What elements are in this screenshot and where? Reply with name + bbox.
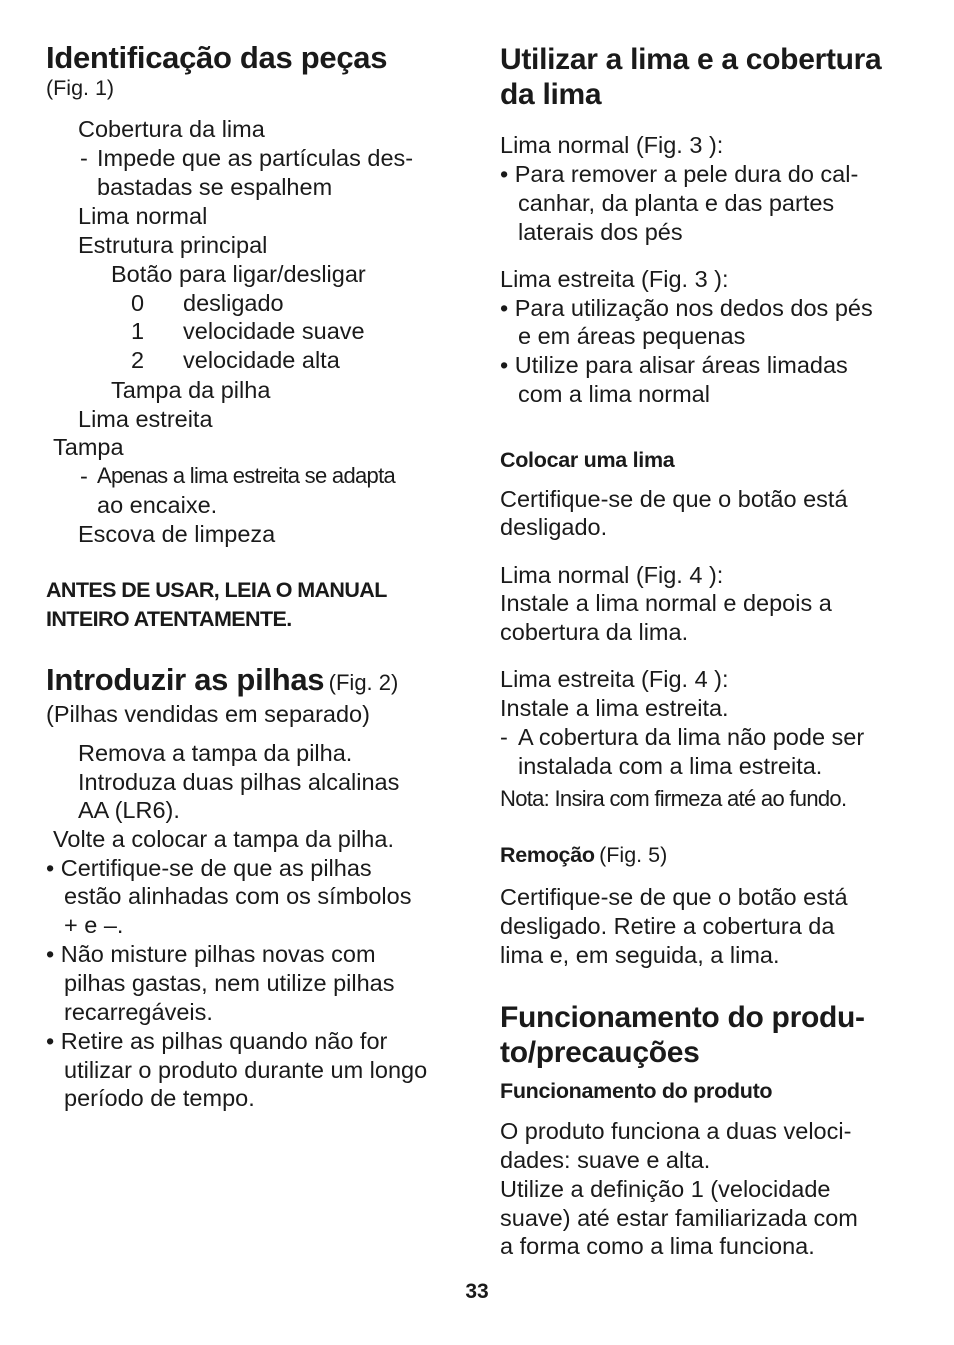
- place-text: Instale a lima normal e depois a: [500, 590, 832, 616]
- place-text: desligado.: [500, 514, 608, 540]
- switch-position-label: velocidade suave: [183, 318, 365, 344]
- removal-text: desligado. Retire a cobertura da: [500, 913, 835, 939]
- place-text: Instale a lima estreita.: [500, 695, 729, 721]
- warning-text: INTEIRO ATENTAMENTE.: [46, 607, 292, 631]
- battery-step: AA (LR6).: [78, 797, 180, 823]
- operation-subheading: Funcionamento do produto: [500, 1079, 773, 1103]
- operation-text: a forma como a lima funciona.: [500, 1233, 815, 1259]
- place-text: instalada com a lima estreita.: [518, 753, 823, 779]
- part-note: Apenas a lima estreita se adapta: [97, 463, 396, 488]
- batteries-fig-ref: (Fig. 2): [328, 670, 399, 695]
- use-bullet: • Para utilização nos dedos dos pés: [500, 295, 873, 321]
- use-bullet: • Utilize para alisar áreas limadas: [500, 352, 848, 378]
- use-bullet: • Para remover a pele dura do cal-: [500, 161, 859, 187]
- battery-bullet: + e –.: [64, 912, 124, 938]
- operation-heading: Funcionamento do produ-: [500, 1001, 865, 1034]
- parts-fig-ref: (Fig. 1): [46, 76, 115, 100]
- page-number: 33: [465, 1280, 489, 1303]
- part-normal-file: Lima normal: [78, 203, 208, 229]
- dash-marker: -: [80, 463, 88, 489]
- narrow-file-fig3: Lima estreita (Fig. 3 ):: [500, 266, 729, 292]
- part-narrow-file: Lima estreita: [78, 406, 213, 432]
- operation-heading: to/precauções: [500, 1036, 700, 1069]
- switch-position-number: 2: [131, 347, 145, 373]
- use-bullet: e em áreas pequenas: [518, 323, 746, 349]
- battery-bullet: • Retire as pilhas quando não for: [46, 1028, 388, 1054]
- operation-text: Utilize a definição 1 (velocidade: [500, 1176, 831, 1202]
- place-file-heading: Colocar uma lima: [500, 448, 675, 472]
- use-bullet: com a lima normal: [518, 381, 710, 407]
- part-cleaning-brush: Escova de limpeza: [78, 521, 276, 547]
- part-note: ao encaixe.: [97, 492, 218, 518]
- dash-marker: -: [500, 724, 508, 750]
- battery-step: Remova a tampa da pilha.: [78, 740, 353, 766]
- place-text: Certifique-se de que o botão está: [500, 486, 848, 512]
- operation-text: suave) até estar familiarizada com: [500, 1205, 858, 1231]
- removal-text: lima e, em seguida, a lima.: [500, 942, 780, 968]
- battery-step: Volte a colocar a tampa da pilha.: [53, 826, 394, 852]
- operation-text: dades: suave e alta.: [500, 1147, 711, 1173]
- place-text: cobertura da lima.: [500, 619, 689, 645]
- battery-step: Introduza duas pilhas alcalinas: [78, 769, 400, 795]
- part-power-switch: Botão para ligar/desligar: [111, 261, 366, 287]
- battery-bullet: • Não misture pilhas novas com: [46, 941, 376, 967]
- dash-marker: -: [80, 145, 88, 171]
- part-file-cover: Cobertura da lima: [78, 116, 265, 142]
- part-battery-cover: Tampa da pilha: [111, 377, 271, 403]
- use-bullet: laterais dos pés: [518, 219, 683, 245]
- switch-position-label: velocidade alta: [183, 347, 340, 373]
- part-note: Impede que as partículas des-: [97, 145, 414, 171]
- removal-heading: [500, 843, 667, 868]
- switch-position-number: 0: [131, 290, 145, 316]
- normal-file-fig4: Lima normal (Fig. 4 ):: [500, 562, 724, 588]
- part-cap: Tampa: [53, 434, 124, 460]
- switch-position-label: desligado: [183, 290, 284, 316]
- use-bullet: canhar, da planta e das partes: [518, 190, 835, 216]
- battery-bullet: estão alinhadas com os símbolos: [64, 883, 412, 909]
- use-heading: Utilizar a lima e a cobertura: [500, 43, 882, 76]
- battery-bullet: • Certifique-se de que as pilhas: [46, 855, 372, 881]
- operation-text: O produto funciona a duas veloci-: [500, 1118, 852, 1144]
- use-heading: da lima: [500, 78, 602, 111]
- battery-bullet: período de tempo.: [64, 1085, 255, 1111]
- removal-text: Certifique-se de que o botão está: [500, 884, 848, 910]
- warning-text: ANTES DE USAR, LEIA O MANUAL: [46, 578, 387, 602]
- removal-heading-text: Remoção: [500, 843, 595, 867]
- normal-file-fig3: Lima normal (Fig. 3 ):: [500, 132, 724, 158]
- batteries-subtitle: (Pilhas vendidas em separado): [46, 701, 370, 727]
- batteries-heading-text: Introduzir as pilhas: [46, 662, 325, 697]
- insert-note: Nota: Insira com firmeza até ao fundo.: [500, 786, 847, 811]
- switch-position-number: 1: [131, 318, 145, 344]
- battery-bullet: utilizar o produto durante um longo: [64, 1057, 428, 1083]
- parts-heading: Identificação das peças: [46, 40, 388, 75]
- removal-fig-ref: (Fig. 5): [599, 843, 668, 867]
- batteries-heading: [46, 662, 398, 698]
- part-note: bastadas se espalhem: [97, 174, 333, 200]
- part-main-body: Estrutura principal: [78, 232, 268, 258]
- narrow-file-fig4: Lima estreita (Fig. 4 ):: [500, 666, 729, 692]
- place-text: A cobertura da lima não pode ser: [518, 724, 865, 750]
- battery-bullet: recarregáveis.: [64, 999, 213, 1025]
- battery-bullet: pilhas gastas, nem utilize pilhas: [64, 970, 395, 996]
